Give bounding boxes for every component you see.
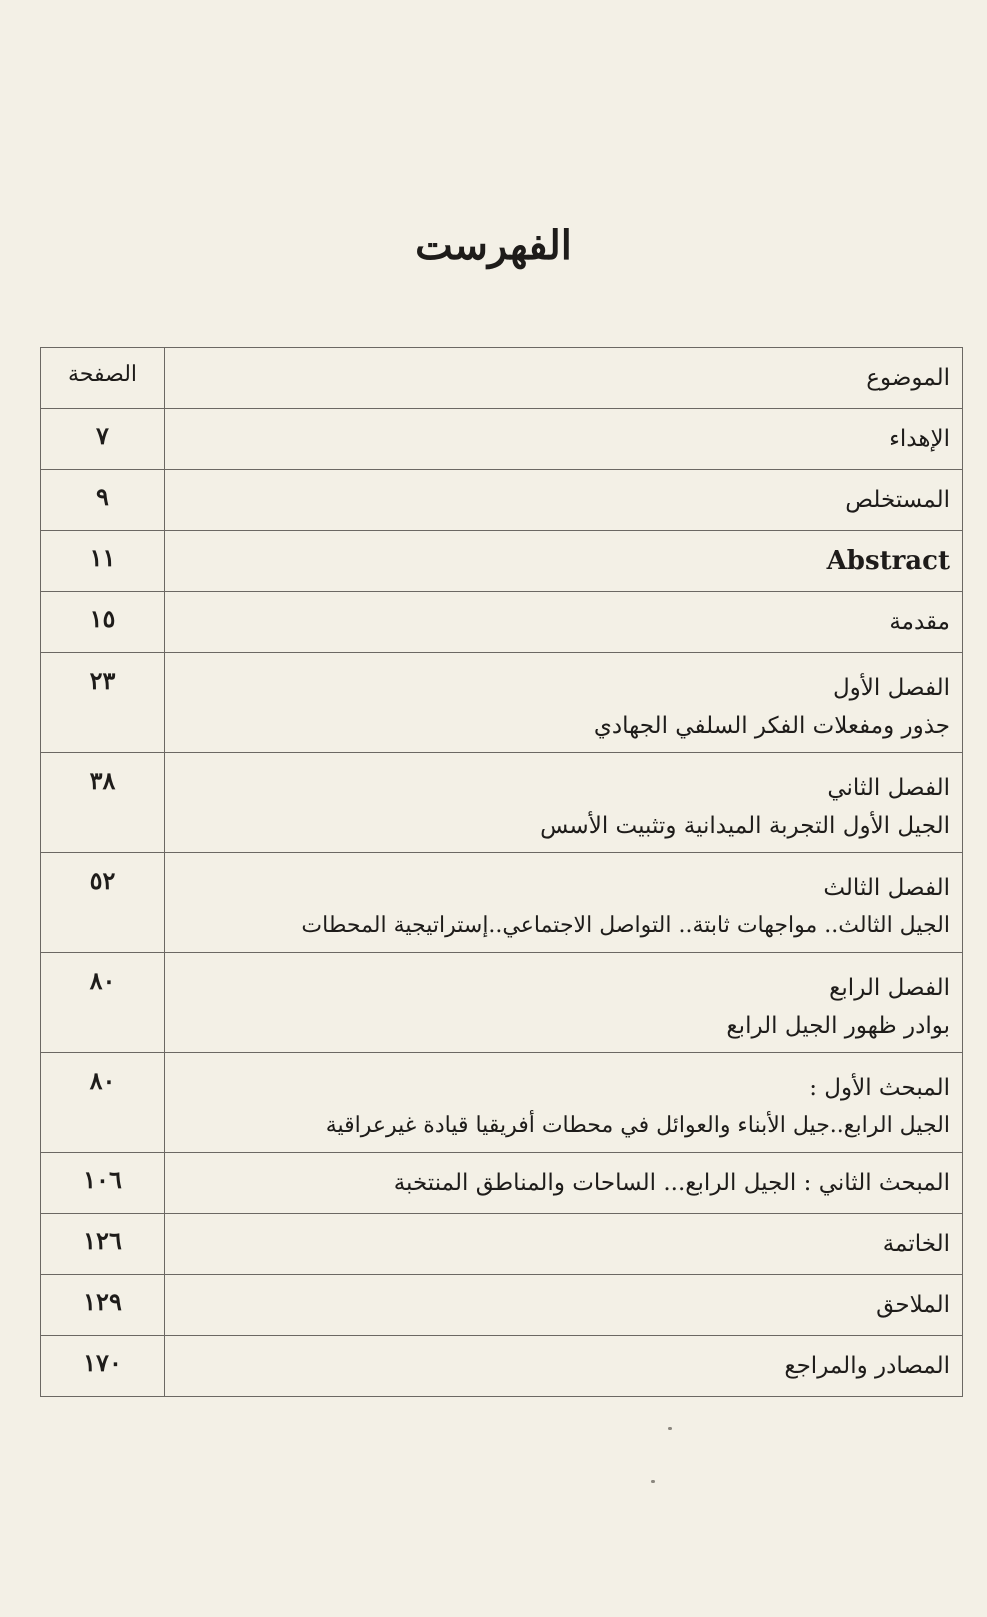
table-row (41, 592, 963, 653)
paper-speck (668, 1427, 672, 1430)
row-page-number: ٩ (41, 470, 165, 531)
row-topic (165, 1336, 963, 1397)
row-topic (165, 531, 963, 592)
row-topic (165, 1214, 963, 1275)
chapter-heading: الفصل الثاني (827, 775, 950, 801)
table-row (41, 1275, 963, 1336)
chapter-heading: الفصل الثالث (823, 875, 950, 901)
row-page-number: ١٢٩ (41, 1275, 165, 1336)
row-page-number: ٣٨ (41, 753, 165, 853)
row-topic (165, 1275, 963, 1336)
row-topic (165, 853, 963, 953)
table-row (41, 1336, 963, 1397)
table-row (41, 653, 963, 753)
row-topic (165, 470, 963, 531)
row-topic-line: المصادر والمراجع (784, 1353, 950, 1379)
row-topic-line: Abstract (826, 546, 950, 576)
chapter-subtitle: الجيل الثالث.. مواجهات ثابتة.. التواصل الاجتماعي..إستراتيجية المحطات (301, 913, 950, 938)
table-header-row (41, 348, 963, 409)
row-page-number: ١٥ (41, 592, 165, 653)
table-row (41, 853, 963, 953)
row-page-number: ٨٠ (41, 953, 165, 1053)
row-topic-line: مقدمة (889, 609, 950, 635)
row-page-number: ٨٠ (41, 1053, 165, 1153)
table-row (41, 753, 963, 853)
row-topic (165, 1053, 963, 1153)
header-topic: الموضوع (165, 348, 963, 409)
row-page-number: ٢٣ (41, 653, 165, 753)
row-topic (165, 409, 963, 470)
table-row (41, 953, 963, 1053)
row-page-number: ٧ (41, 409, 165, 470)
section-subtitle: الجيل الرابع..جيل الأبناء والعوائل في محطات أفريقيا قيادة غيرعراقية (325, 1113, 950, 1138)
chapter-subtitle: جذور ومفعلات الفكر السلفي الجهادي (593, 713, 950, 739)
paper-speck (651, 1480, 655, 1483)
table-row (41, 409, 963, 470)
chapter-subtitle: بوادر ظهور الجيل الرابع (726, 1013, 950, 1039)
row-topic-line: الإهداء (889, 426, 950, 452)
row-topic-line: المستخلص (845, 487, 950, 513)
section-heading: المبحث الأول : (809, 1075, 950, 1101)
chapter-subtitle: الجيل الأول التجربة الميدانية وتثبيت الأسس (540, 813, 950, 839)
row-topic-line: المبحث الثاني : الجيل الرابع... الساحات والمناطق المنتخبة (393, 1170, 950, 1196)
row-topic (165, 753, 963, 853)
header-page: الصفحة (41, 348, 165, 409)
row-topic-line: الخاتمة (882, 1231, 950, 1257)
table-row (41, 1053, 963, 1153)
row-topic-line: الملاحق (876, 1292, 950, 1318)
row-topic (165, 1153, 963, 1214)
chapter-heading: الفصل الأول (832, 675, 950, 701)
row-page-number: ٥٢ (41, 853, 165, 953)
row-topic (165, 953, 963, 1053)
table-row (41, 1214, 963, 1275)
page-title: الفهرست (415, 222, 572, 269)
row-page-number: ١٢٦ (41, 1214, 165, 1275)
row-page-number: ١١ (41, 531, 165, 592)
table-row (41, 531, 963, 592)
row-page-number: ١٧٠ (41, 1336, 165, 1397)
row-topic (165, 653, 963, 753)
contents-table (40, 347, 963, 1397)
row-topic (165, 592, 963, 653)
row-page-number: ١٠٦ (41, 1153, 165, 1214)
chapter-heading: الفصل الرابع (829, 975, 950, 1001)
table-row (41, 470, 963, 531)
table-row (41, 1153, 963, 1214)
